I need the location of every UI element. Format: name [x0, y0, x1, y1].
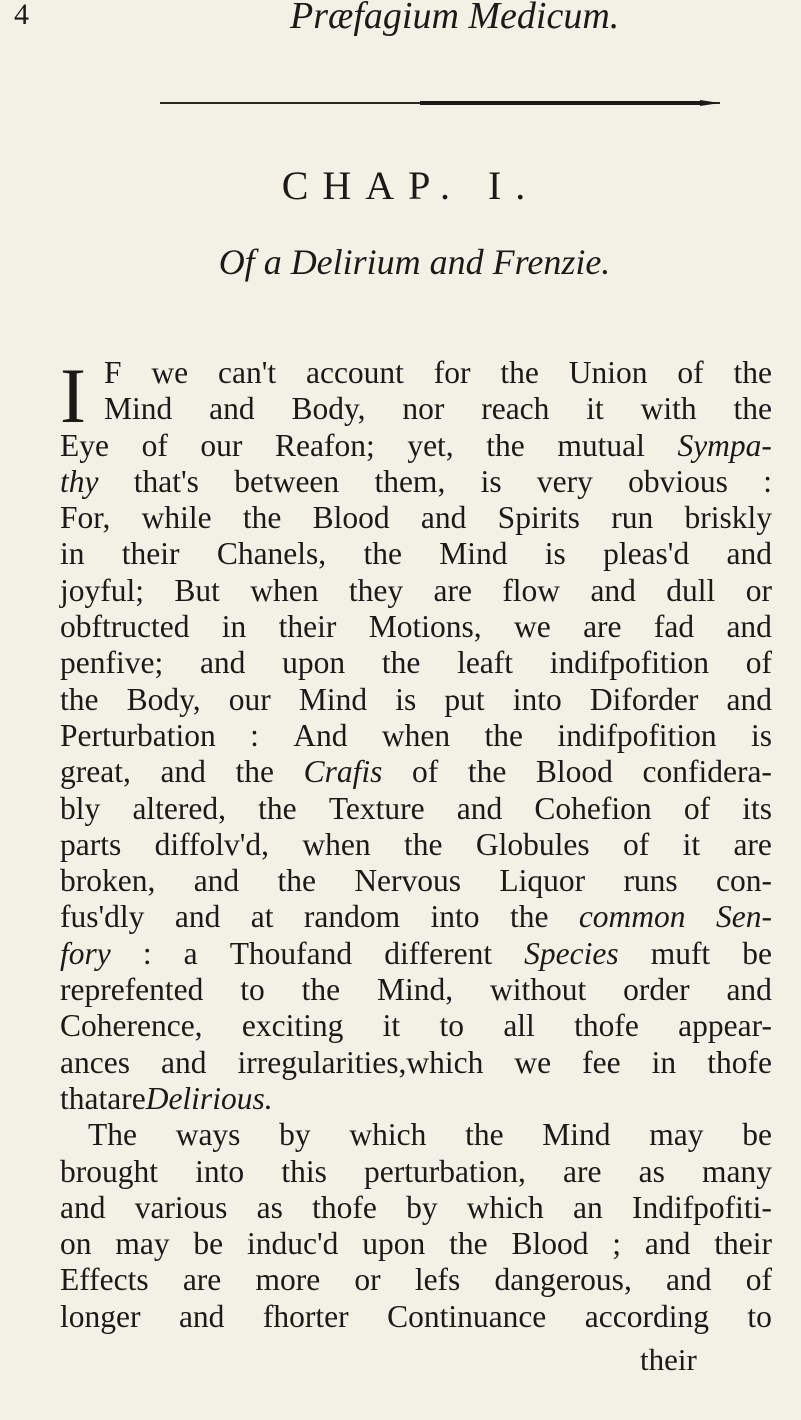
page-number: 4 [14, 0, 29, 31]
text-line: Eye of our Reafon; yet, the mutual Sympa- [60, 427, 772, 463]
text-line: Effects are more or lefs dangerous, and of [60, 1262, 772, 1298]
text-line: thy that's between them, is very obvious : [60, 463, 772, 499]
catchword: their [640, 1342, 697, 1377]
text-line: Coherence, exciting it to all thofe appear- [60, 1008, 772, 1044]
drop-cap: I [60, 352, 86, 439]
text-line: The ways by which the Mind may be [88, 1117, 772, 1153]
text-line: fory : a Thoufand different Species muft be [60, 935, 772, 971]
text-line: obftructed in their Motions, we are fad and [60, 609, 772, 645]
running-head: Præfagium Medicum. [290, 0, 620, 37]
text-line: great, and the Crafis of the Blood confidera- [60, 754, 772, 790]
text-line: For, while the Blood and Spirits run briskly [60, 500, 772, 536]
chapter-title: Of a Delirium and Frenzie. [218, 242, 611, 282]
text-line: parts diffolv'd, when the Globules of it are [60, 826, 772, 862]
text-line: and various as thofe by which an Indifpofiti- [60, 1189, 772, 1225]
text-line: in their Chanels, the Mind is pleas'd and [60, 536, 772, 572]
text-line: on may be induc'd upon the Blood ; and their [60, 1226, 772, 1262]
text-line: F we can't account for the Union of the [104, 355, 772, 390]
text-line: bly altered, the Texture and Cohefion of its [60, 790, 772, 826]
text-line: reprefented to the Mind, without order and [60, 972, 772, 1008]
text-line: Mind and Body, nor reach it with the [104, 391, 772, 427]
text-line: joyful; But when they are flow and dull or [60, 572, 772, 608]
text-line: Perturbation : And when the indifpofition is [60, 717, 772, 753]
text-line: the Body, our Mind is put into Diforder and [60, 681, 772, 717]
chapter-heading: CHAP. I. [281, 163, 540, 208]
text-line: broken, and the Nervous Liquor runs con- [60, 863, 772, 899]
text-line: fus'dly and at random into the common Sen- [60, 899, 772, 935]
ornament-rule [160, 100, 720, 106]
text-line: penfive; and upon the leaft indifpofition of [60, 645, 772, 681]
text-line: brought into this perturbation, are as many [60, 1153, 772, 1189]
text-line: ances and irregularities,which we fee in thofe [60, 1044, 772, 1080]
text-line: that are Delirious. [60, 1080, 273, 1116]
text-line: longer and fhorter Continuance according to [60, 1298, 772, 1334]
body-text [60, 352, 772, 1335]
